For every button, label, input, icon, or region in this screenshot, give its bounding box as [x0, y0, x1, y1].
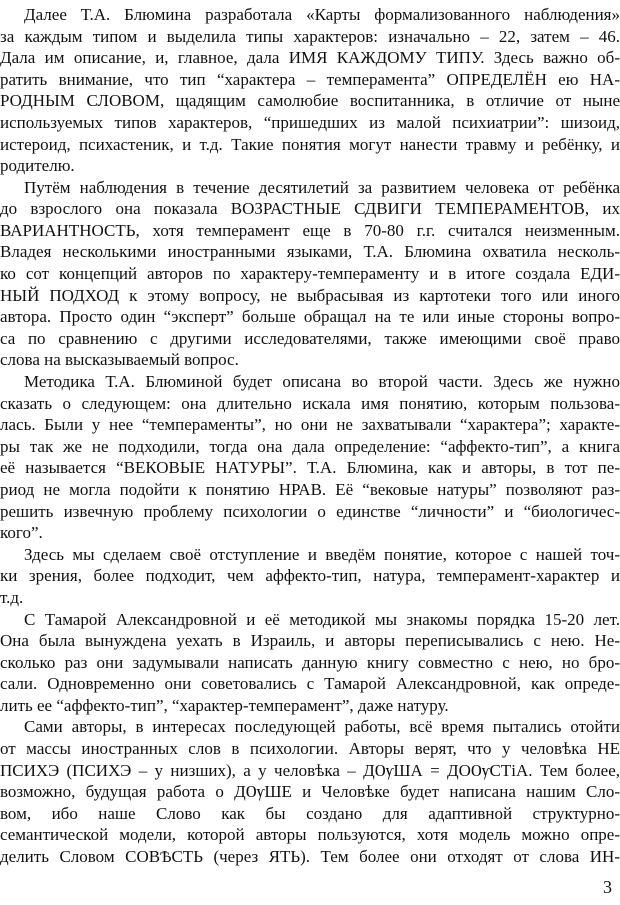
- text-line: ко сот концепций авторов по характеру-темпераменту и в итоге создала ЕДИ-: [0, 264, 620, 283]
- text-line: Она была вынуждена уехать в Израиль, и авторы переписывались с нею. Не-: [0, 631, 620, 650]
- text-line: риод не могла подойти к понятию НРАВ. Её “вековые натуры” позволяют раз-: [0, 480, 620, 499]
- text-line: её называется “ВЕКОВЫЕ НАТУРЫ”. Т.А. Блюмина, как и авторы, в тот пе-: [0, 458, 620, 477]
- text-line: слова на высказываемый вопрос.: [0, 350, 239, 369]
- text-line: до взрослого она показала ВОЗРАСТНЫЕ СДВИГИ ТЕМПЕРАМЕНТОВ, их: [0, 199, 620, 218]
- page-number: 3: [603, 877, 612, 897]
- text-line: Дала им описание, и, главное, дала ИМЯ КАЖДОМУ ТИПУ. Здесь важно об-: [0, 48, 620, 67]
- text-line: сколько раз они задумывали написать данную книгу совместно с нею, но бро-: [0, 653, 620, 672]
- text-line: са по сравнению с другими исследователями, также имеющими своё право: [0, 329, 620, 348]
- text-line: ПСИХЭ (ПСИХЭ – у низших), а у человѣка – ДѸША = ДОѸСТiА. Тем более,: [0, 761, 620, 780]
- text-line: ки зрения, более подходит, чем аффекто-тип, натура, темперамент-характер и: [0, 566, 620, 585]
- text-line: семантической модели, которой авторы пользуются, хотя модель можно опре-: [0, 825, 620, 844]
- text-line: сали. Одновременно они советовались с Тамарой Александровной, как опреде-: [0, 674, 620, 693]
- text-line: возможно, будущая работа о ДѸШЕ и Человѣке будет написана нашим Сло-: [0, 782, 620, 801]
- text-line: за каждым типом и выделила типы характеров: изначально – 22, затем – 46.: [0, 27, 620, 46]
- text-line: ВАРИАНТНОСТЬ, хотя темперамент еще в 70-80 г.г. считался неизменным.: [0, 221, 620, 240]
- text-line: делить Словом СОВѢСТЬ (через ЯТЬ). Тем более они отходят от слова ИН-: [0, 847, 620, 866]
- text-line: С Тамарой Александровной и её методикой мы знакомы порядка 15-20 лет.: [24, 610, 620, 629]
- text-line: кого”.: [0, 523, 43, 542]
- text-line: родителю.: [0, 156, 75, 175]
- text-line: Сами авторы, в интересах последующей работы, всё время пытались отойти: [24, 717, 620, 736]
- text-line: т.д.: [0, 588, 24, 607]
- text-line: Далее Т.А. Блюмина разработала «Карты формализованного наблюдения»: [24, 5, 620, 24]
- text-line: лась. Были у нее “темпераменты”, но они не захватывали “характера”; характе-: [0, 415, 620, 434]
- text-line: Здесь мы сделаем своё отступление и введём понятие, которое с нашей точ-: [24, 545, 620, 564]
- text-line: лить ее “аффекто-тип”, “характер-темперамент”, даже натуру.: [0, 696, 449, 715]
- text-line: от массы иностранных слов в психологии. Авторы верят, что у человѣка НЕ: [0, 739, 620, 758]
- text-line: ры так же не подходили, тогда она дала определение: “аффекто-тип”, а книга: [0, 437, 620, 456]
- text-line: ратить внимание, что тип “характера – темперамента” ОПРЕДЕЛЁН ею НА-: [0, 70, 620, 89]
- text-line: решить извечную проблему психологии о единстве “личности” и “биологичес-: [0, 502, 620, 521]
- text-line: автора. Просто один “эксперт” больше обращал на те или иные стороны вопро-: [0, 307, 620, 326]
- text-line: сказать о следующем: она длительно искала имя понятию, которым пользова-: [0, 394, 620, 413]
- text-line: Методика Т.А. Блюминой будет описана во второй части. Здесь же нужно: [24, 372, 620, 391]
- text-line: РОДНЫМ СЛОВОМ, щадящим самолюбие воспитанника, в отличие от ныне: [0, 91, 620, 110]
- text-line: НЫЙ ПОДХОД к этому вопросу, не выбрасывая из картотеки того или иного: [0, 286, 620, 305]
- text-line: Владея несколькими иностранными языками, Т.А. Блюмина охватила несколь-: [0, 242, 620, 261]
- text-line: истероид, психастеник, и т.д. Такие понятия могут нанести травму и ребёнку, и: [0, 135, 620, 154]
- text-line: используемых типов характеров, “пришедших из малой психиатрии”: шизоид,: [0, 113, 620, 132]
- text-line: Путём наблюдения в течение десятилетий за развитием человека от ребёнка: [24, 178, 620, 197]
- text-line: вом, ибо наше Слово как бы создано для адаптивной структурно-: [0, 804, 620, 823]
